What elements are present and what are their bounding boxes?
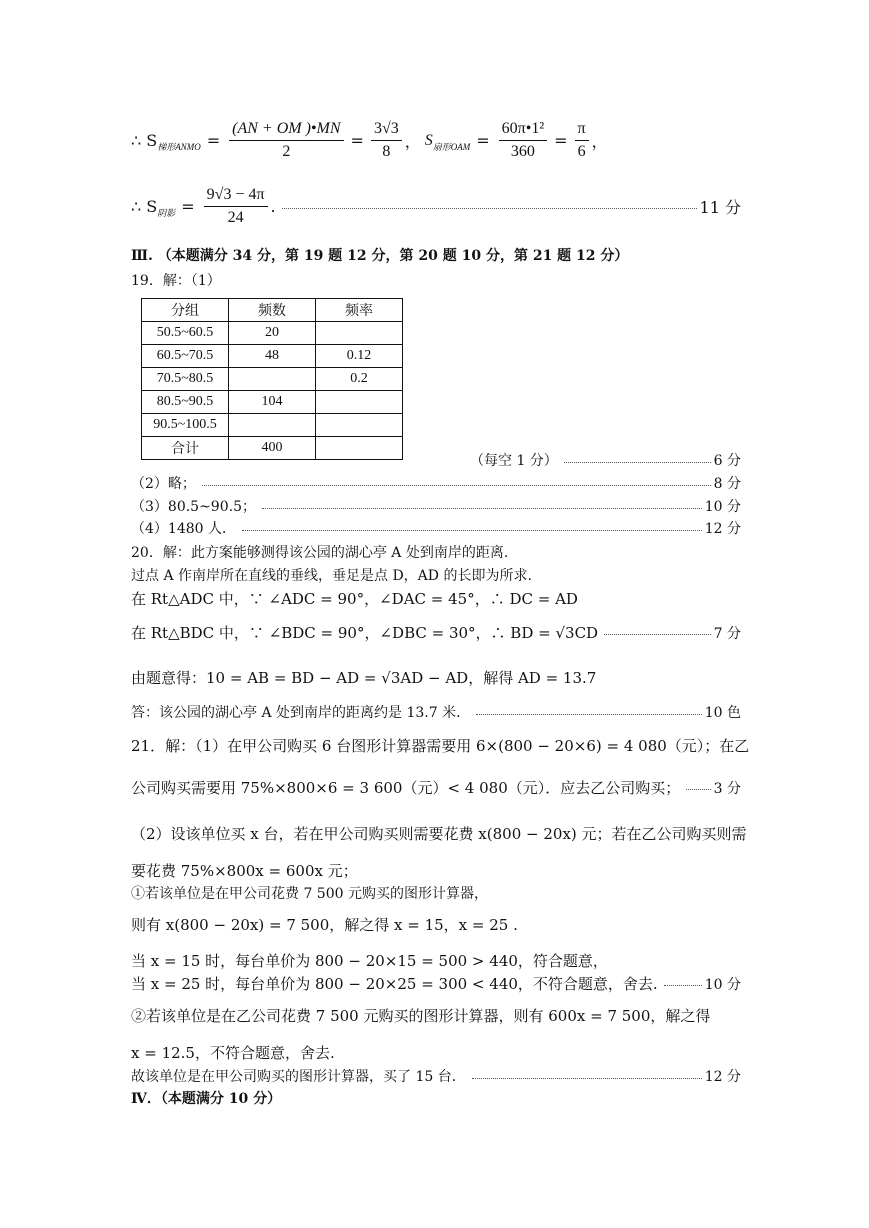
score-label: 7 分 — [713, 625, 741, 642]
dot-leader — [242, 530, 702, 531]
q21-line-6: 则有 x(800 − 20x) = 7 500，解之得 x = 15，x = 25 . — [131, 916, 518, 934]
table-cell: 70.5~80.5 — [142, 368, 229, 391]
q21-line-7: 当 x = 15 时，每台单价为 800 − 20×15 = 500 > 440，符合题意， — [131, 952, 608, 970]
table-cell: 104 — [229, 391, 316, 414]
shadow-subscript: 阴影 — [157, 208, 176, 218]
q20-line-4: 在 Rt△BDC 中，∵ ∠BDC = 90°，∠DBC = 30°，∴ BD = √3CD 7 分 — [131, 624, 741, 642]
note-label: （每空 1 分） — [470, 453, 558, 469]
score-label: 11 分 — [699, 198, 741, 217]
table-cell — [316, 437, 403, 460]
score-label: 12 分 — [704, 521, 741, 537]
score-label: 3 分 — [713, 780, 741, 797]
score-label: 10 分 — [704, 499, 741, 515]
q21-line-2: 公司购买需要用 75%×800×6 = 3 600（元）< 4 080（元）．应去乙公司购买； 3 分 — [131, 779, 741, 797]
score-label: 8 分 — [713, 476, 741, 492]
trapezoid-subscript: 梯形ANMO — [157, 142, 201, 152]
trapezoid-fraction: $\frac{(AN + OM )•MN}{2}$ — [229, 120, 343, 161]
q21-line-11: 故该单位是在甲公司购买的图形计算器，买了 15 台． 12 分 — [131, 1066, 741, 1086]
dot-leader — [476, 714, 702, 715]
q21-line-5: ①若该单位是在甲公司花费 7 500 元购买的图形计算器， — [131, 886, 488, 902]
score-label: 10 分 — [704, 976, 741, 993]
table-header: 频率 — [316, 299, 403, 322]
q21-line-1: 21．解：（1）在甲公司购买 6 台图形计算器需要用 6×(800 − 20×6) = 4 080（元）；在乙 — [131, 737, 750, 755]
dot-leader — [604, 634, 711, 635]
score-label: 6 分 — [713, 453, 741, 469]
table-row — [142, 437, 403, 460]
table-header: 分组 — [142, 299, 229, 322]
table-cell: 400 — [229, 437, 316, 460]
dot-leader — [664, 985, 702, 986]
table-row — [142, 322, 403, 345]
q21-line-8: 当 x = 25 时，每台单价为 800 − 20×25 = 300 < 440，不符合题意，舍去. 10 分 — [131, 975, 741, 993]
therefore-s-shadow: ∴ S — [131, 197, 158, 216]
score-label: 12 分 — [704, 1069, 741, 1085]
section-4-heading: Ⅳ．（本题满分 10 分） — [131, 1091, 282, 1107]
q19-part-3: （3）80.5~90.5； 10 分 — [131, 496, 741, 516]
q19-note-line — [470, 450, 741, 470]
table-cell — [316, 391, 403, 414]
table-cell: 合计 — [142, 437, 229, 460]
frequency-table — [141, 298, 403, 460]
q20-line-2: 过点 A 作南岸所在直线的垂线，垂足是点 D，AD 的长即为所求. — [131, 568, 532, 584]
q19-part-2: （2）略； 8 分 — [131, 473, 741, 493]
q19-part-4: （4）1480 人． 12 分 — [131, 518, 741, 538]
table-cell: 20 — [229, 322, 316, 345]
dot-leader — [686, 789, 710, 790]
table-row — [142, 414, 403, 437]
table-row — [142, 345, 403, 368]
table-cell — [316, 322, 403, 345]
q20-line-5: 由题意得：10 = AB = BD − AD = √3AD − AD，解得 AD = 13.7 — [131, 669, 597, 687]
table-row — [142, 391, 403, 414]
sector-value: $\frac{\pi}{6}$ — [575, 120, 589, 161]
table-cell: 0.2 — [316, 368, 403, 391]
table-cell — [229, 414, 316, 437]
trapezoid-value: $\frac{3√3}{8}$ — [371, 120, 402, 161]
dot-leader — [282, 208, 697, 209]
area-equation-1: ∴ S 梯形ANMO = $\frac{(AN + OM )•MN}{2}$ = $\frac{3√3}{8}$ ， S 扇形OAM = $\frac{\text{60π•1²}}{360}$ = $\frac{\pi}{6}$ ， — [131, 120, 608, 160]
table-row — [142, 368, 403, 391]
dot-leader — [202, 485, 711, 486]
table-cell: 0.12 — [316, 345, 403, 368]
q20-line-1: 20．解：此方案能够测得该公园的湖心亭 A 处到南岸的距离. — [131, 545, 509, 561]
q21-line-10: x = 12.5，不符合题意，舍去. — [131, 1044, 335, 1062]
table-cell: 60.5~70.5 — [142, 345, 229, 368]
sector-fraction: $\frac{\text{60π•1²}}{360}$ — [499, 120, 547, 161]
q21-line-3: （2）设该单位买 x 台，若在甲公司购买则需要花费 x(800 − 20x) 元；若在乙公司购买则需 — [131, 825, 747, 843]
table-header-row — [142, 299, 403, 322]
dot-leader — [472, 1078, 702, 1079]
table-cell: 80.5~90.5 — [142, 391, 229, 414]
table-header: 频数 — [229, 299, 316, 322]
q21-line-4: 要花费 75%×800x = 600x 元； — [131, 862, 358, 880]
q21-line-9: ②若该单位是在乙公司花费 7 500 元购买的图形计算器，则有 600x = 7 500，解之得 — [131, 1007, 711, 1025]
table-cell — [316, 414, 403, 437]
q20-line-6: 答：该公园的湖心亭 A 处到南岸的距离约是 13.7 米． 10 色 — [131, 702, 741, 722]
section-3-heading: Ⅲ. （本题满分 34 分，第 19 题 12 分，第 20 题 10 分，第 21 题 12 分） — [131, 248, 629, 264]
shadow-fraction: $\frac{9√3 - 4\pi}{24}$ — [204, 186, 268, 227]
table-cell: 90.5~100.5 — [142, 414, 229, 437]
table-cell: 50.5~60.5 — [142, 322, 229, 345]
table-cell: 48 — [229, 345, 316, 368]
dot-leader — [262, 508, 702, 509]
sector-subscript: 扇形OAM — [432, 142, 471, 152]
score-label: 10 色 — [704, 705, 741, 721]
sector-s: S — [424, 131, 433, 149]
area-equation-2: ∴ S 阴影 = $\frac{9√3 - 4\pi}{24}$ . 11 分 — [131, 186, 741, 226]
dot-leader — [564, 462, 711, 463]
q19-heading: 19．解：（1） — [131, 273, 221, 289]
therefore-s: ∴ S — [131, 131, 158, 150]
q20-line-3: 在 Rt△ADC 中，∵ ∠ADC = 90°，∠DAC = 45°，∴ DC = AD — [131, 590, 578, 608]
table-cell — [229, 368, 316, 391]
